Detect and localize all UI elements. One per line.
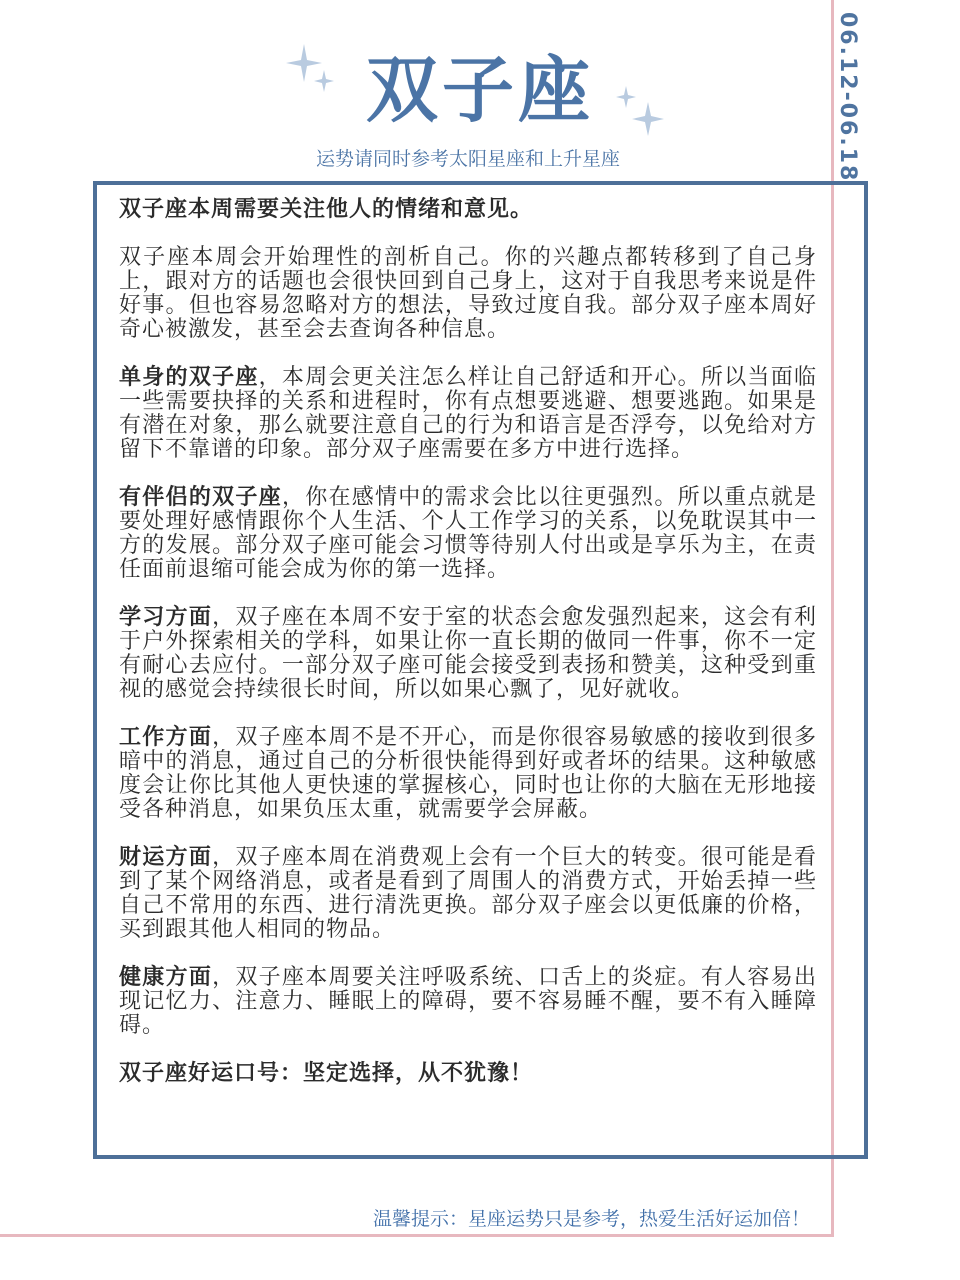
section-text: ，双子座本周在消费观上会有一个巨大的转变。很可能是看到了某个网络消息，或者是看到了周围人的消费方式，开始丢掉一些自己不常用的东西、进行清洗更换。部分双子座会以更低廉的价格，买到跟其他人相同的物品。 [119,845,817,942]
footer-tip: 温馨提示：星座运势只是参考，热爱生活好运加倍！ [372,1208,810,1230]
slogan-paragraph [119,1062,817,1086]
date-range: 06.12-06.18 [835,12,860,183]
summary-paragraph [119,198,817,222]
section-label: 学习方面 [119,605,213,630]
section-health [119,966,817,1038]
intro-paragraph: 双子座本周会开始理性的剖析自己。你的兴趣点都转移到了自己身上，跟对方的话题也会很快回到自己身上，这对于自我思考来说是件好事。但也容易忽略对方的想法，导致过度自我。部分双子座本周好奇心被激发，甚至会去查询各种信息。 [119,245,817,342]
section-label: 单身的双子座 [119,365,259,390]
slogan-text: 双子座好运口号：坚定选择，从不犹豫！ [119,1061,534,1086]
page-title: 双子座 [365,48,594,132]
section-wealth [119,846,817,942]
section-text: ，双子座在本周不安于室的状态会愈发强烈起来，这会有利于户外探索相关的学科，如果让你一直长期的做同一件事，你不一定有耐心去应付。一部分双子座可能会接受到表扬和赞美，这种受到重视的感觉会持续很长时间，所以如果心飘了，见好就收。 [119,605,817,702]
page-subtitle: 运势请同时参考太阳星座和上升星座 [315,148,620,170]
section-text: ，双子座本周不是不开心，而是你很容易敏感的接收到很多暗中的消息，通过自己的分析很快能得到好或者坏的结果。这种敏感度会让你比其他人更快速的掌握核心，同时也让你的大脑在无形地接受各种消息，如果负压太重，就需要学会屏蔽。 [119,725,817,822]
summary-text: 双子座本周需要关注他人的情绪和意见。 [119,197,534,222]
section-label: 财运方面 [119,845,213,870]
section-single [119,366,817,462]
section-label: 健康方面 [119,965,213,990]
section-label: 工作方面 [119,725,213,750]
section-study [119,606,817,702]
section-work [119,726,817,822]
pink-horizontal-line [0,1234,834,1237]
section-label: 有伴侣的双子座 [119,485,282,510]
section-text: ，本周会更关注怎么样让自己舒适和开心。所以当面临一些需要抉择的关系和进程时，你有点想要逃避、想要逃跑。如果是有潜在对象，那么就要注意自己的行为和语言是否浮夸，以免给对方留下不靠谱的印象。部分双子座需要在多方中进行选择。 [119,365,817,462]
section-text: ，你在感情中的需求会比以往更强烈。所以重点就是要处理好感情跟你个人生活、个人工作学习的关系，以免耽误其中一方的发展。部分双子座可能会习惯等待别人付出或是享乐为主，在责任面前退缩可能会成为你的第一选择。 [119,485,817,582]
section-partnered [119,486,817,582]
section-text: ，双子座本周要关注呼吸系统、口舌上的炎症。有人容易出现记忆力、注意力、睡眠上的障碍，要不容易睡不醒，要不有入睡障碍。 [119,965,817,1038]
horoscope-content [119,198,817,1110]
